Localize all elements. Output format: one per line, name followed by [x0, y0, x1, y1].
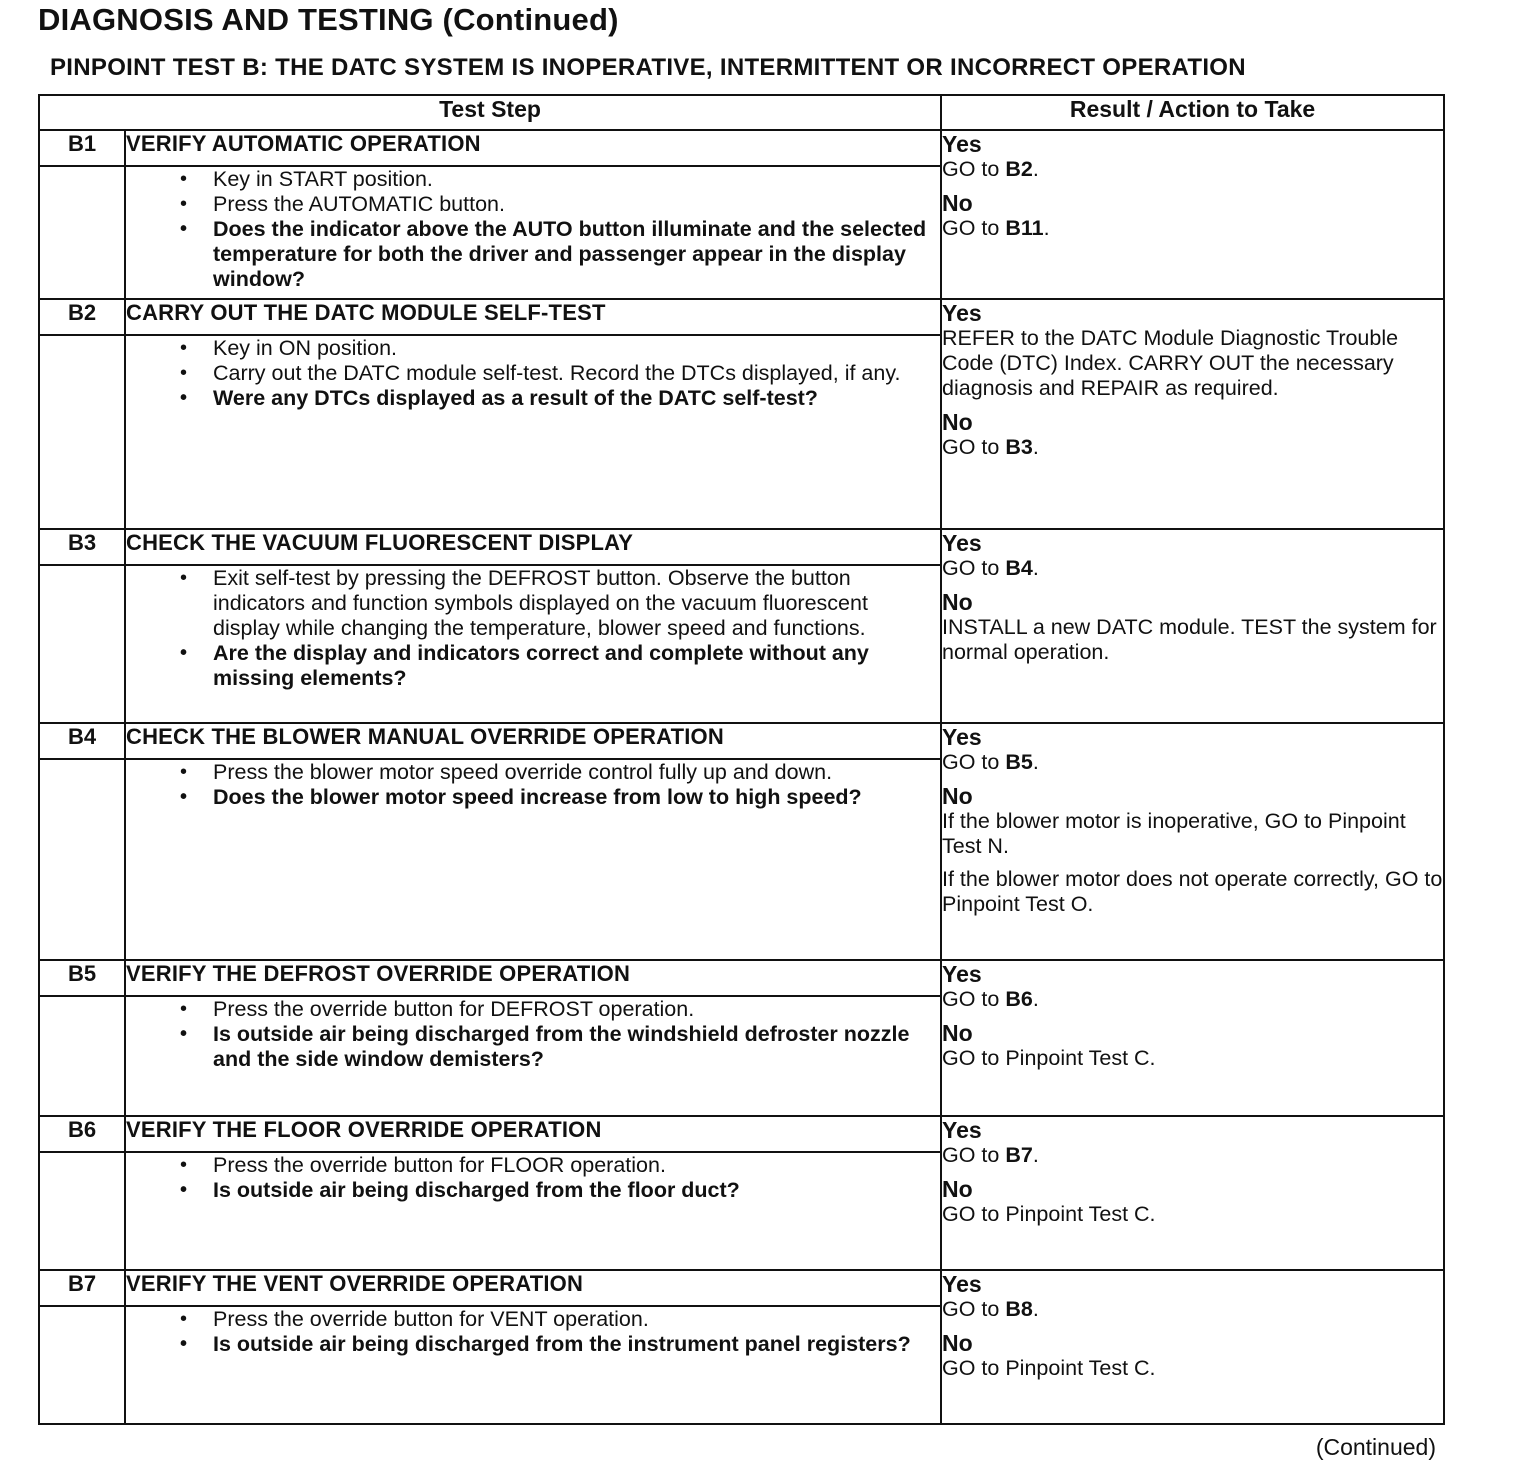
- yes-action: REFER to the DATC Module Diagnostic Trouble Code (DTC) Index. CARRY OUT the necessary diagnosis and REPAIR as required.: [942, 326, 1399, 400]
- no-action: If the blower motor is inoperative, GO to Pinpoint Test N.: [942, 809, 1406, 858]
- yes-label: Yes: [942, 724, 982, 750]
- step-b3: [39, 529, 1444, 723]
- instruction-item: • Press the blower motor speed override control fully up and down.: [174, 760, 940, 785]
- step-id: B2: [39, 299, 125, 335]
- step-question: • Is outside air being discharged from the windshield defroster nozzle and the side window demisters?: [174, 1022, 940, 1072]
- step-title: VERIFY THE FLOOR OVERRIDE OPERATION: [125, 1116, 941, 1152]
- step-result: [941, 1116, 1444, 1270]
- step-question: • Does the blower motor speed increase from low to high speed?: [174, 785, 940, 810]
- no-label: No: [942, 783, 973, 809]
- step-title: CHECK THE VACUUM FLUORESCENT DISPLAY: [125, 529, 941, 565]
- step-b4: [39, 723, 1444, 960]
- step-id: B6: [39, 1116, 125, 1152]
- yes-action: GO to B5.: [942, 750, 1039, 774]
- yes-label: Yes: [942, 961, 982, 987]
- step-result: [941, 1270, 1444, 1424]
- no-label: No: [942, 1020, 973, 1046]
- step-b7: [39, 1270, 1444, 1424]
- no-action: GO to Pinpoint Test C.: [942, 1202, 1156, 1226]
- yes-label: Yes: [942, 300, 982, 326]
- pinpoint-test-table: [38, 94, 1445, 1425]
- page-title: DIAGNOSIS AND TESTING (Continued): [38, 2, 619, 37]
- no-action: INSTALL a new DATC module. TEST the system for normal operation.: [942, 615, 1437, 664]
- no-action: GO to B3.: [942, 435, 1039, 459]
- instruction-item: • Press the override button for DEFROST operation.: [174, 997, 940, 1022]
- instruction-item: • Key in ON position.: [174, 336, 940, 361]
- step-result: [941, 529, 1444, 723]
- step-instructions: [126, 336, 940, 411]
- instruction-item: • Press the AUTOMATIC button.: [174, 192, 940, 217]
- no-action: GO to Pinpoint Test C.: [942, 1046, 1156, 1070]
- step-id: B7: [39, 1270, 125, 1306]
- no-label: No: [942, 409, 973, 435]
- no-label: No: [942, 1330, 973, 1356]
- instruction-item: • Key in START position.: [174, 167, 940, 192]
- step-b5: [39, 960, 1444, 1116]
- step-instructions: [126, 167, 940, 292]
- yes-label: Yes: [942, 1271, 982, 1297]
- no-label: No: [942, 1176, 973, 1202]
- step-question: • Does the indicator above the AUTO button illuminate and the selected temperature for both the driver and passenger appear in the display window?: [174, 217, 940, 292]
- step-instructions: [126, 997, 940, 1072]
- no-label: No: [942, 190, 973, 216]
- test-step-header: Test Step: [39, 95, 941, 130]
- continued-note: (Continued): [1315, 1434, 1436, 1460]
- step-b6: [39, 1116, 1444, 1270]
- no-action: GO to Pinpoint Test C.: [942, 1356, 1156, 1380]
- no-label: No: [942, 589, 973, 615]
- step-title: CHECK THE BLOWER MANUAL OVERRIDE OPERATION: [125, 723, 941, 759]
- no-action-alt: If the blower motor does not operate correctly, GO to Pinpoint Test O.: [942, 867, 1443, 916]
- step-question: • Is outside air being discharged from the floor duct?: [174, 1178, 940, 1203]
- step-question: • Are the display and indicators correct and complete without any missing elements?: [174, 641, 940, 691]
- pinpoint-test-title: PINPOINT TEST B: THE DATC SYSTEM IS INOPERATIVE, INTERMITTENT OR INCORRECT OPERATION: [50, 54, 1246, 81]
- instruction-item: • Press the override button for VENT operation.: [174, 1307, 940, 1332]
- step-id: B5: [39, 960, 125, 996]
- step-result: [941, 299, 1444, 529]
- yes-action: GO to B8.: [942, 1297, 1039, 1321]
- step-id: B4: [39, 723, 125, 759]
- step-instructions: [126, 566, 940, 691]
- step-b1: [39, 130, 1444, 299]
- yes-label: Yes: [942, 530, 982, 556]
- instruction-item: • Exit self-test by pressing the DEFROST button. Observe the button indicators and function symbols displayed on the vacuum fluorescent display while changing the temperature, blower speed and functions.: [174, 566, 940, 641]
- yes-label: Yes: [942, 131, 982, 157]
- step-title: VERIFY THE VENT OVERRIDE OPERATION: [125, 1270, 941, 1306]
- yes-action: GO to B6.: [942, 987, 1039, 1011]
- step-instructions: [126, 1153, 940, 1203]
- step-result: [941, 723, 1444, 960]
- step-id: B1: [39, 130, 125, 166]
- step-question: • Were any DTCs displayed as a result of the DATC self-test?: [174, 386, 940, 411]
- step-result: [941, 960, 1444, 1116]
- step-id: B3: [39, 529, 125, 565]
- yes-label: Yes: [942, 1117, 982, 1143]
- step-result: [941, 130, 1444, 299]
- step-title: VERIFY THE DEFROST OVERRIDE OPERATION: [125, 960, 941, 996]
- no-action: GO to B11.: [942, 216, 1050, 240]
- result-header: Result / Action to Take: [941, 95, 1444, 130]
- step-question: • Is outside air being discharged from the instrument panel registers?: [174, 1332, 940, 1357]
- step-instructions: [126, 760, 940, 810]
- step-title: VERIFY AUTOMATIC OPERATION: [125, 130, 941, 166]
- yes-action: GO to B4.: [942, 556, 1039, 580]
- step-b2: [39, 299, 1444, 529]
- step-title: CARRY OUT THE DATC MODULE SELF-TEST: [125, 299, 941, 335]
- instruction-item: • Press the override button for FLOOR operation.: [174, 1153, 940, 1178]
- step-instructions: [126, 1307, 940, 1357]
- yes-action: GO to B2.: [942, 157, 1039, 181]
- yes-action: GO to B7.: [942, 1143, 1039, 1167]
- instruction-item: • Carry out the DATC module self-test. Record the DTCs displayed, if any.: [174, 361, 940, 386]
